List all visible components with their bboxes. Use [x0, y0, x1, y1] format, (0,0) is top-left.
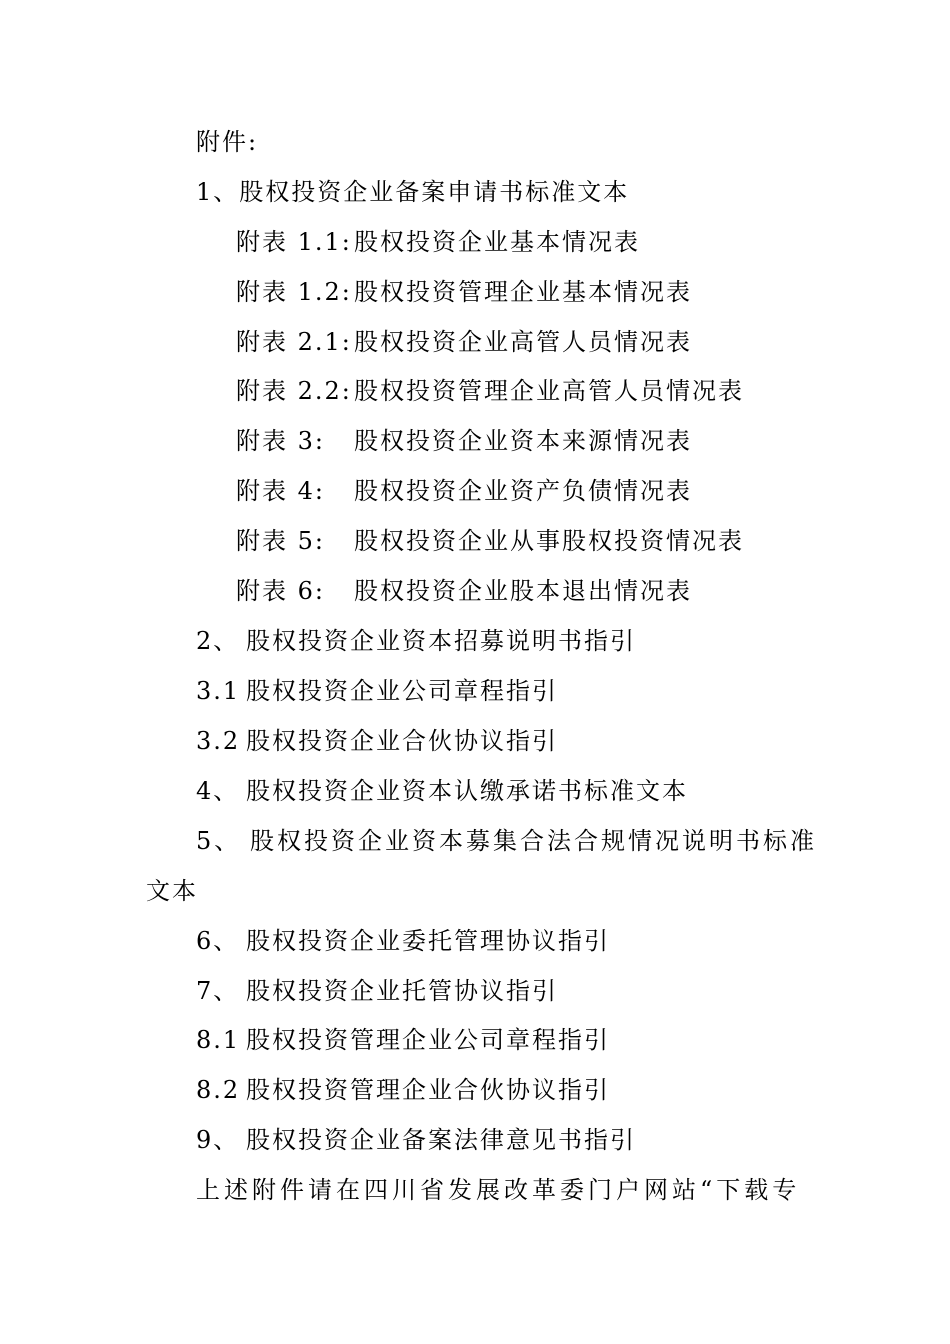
sub-item	[236, 227, 640, 257]
sub-item	[236, 327, 692, 357]
sub-item	[236, 277, 692, 307]
item-number: 9、	[196, 1126, 240, 1154]
sub-item-label: 附表 1.1:	[236, 228, 352, 256]
closing-paragraph: 上述附件请在四川省发展改革委门户网站“下载专	[196, 1176, 801, 1204]
list-item	[196, 826, 817, 856]
item-number: 2、	[196, 627, 240, 655]
item-text: 股权投资企业资本招募说明书指引	[246, 627, 636, 655]
sub-item-text: 股权投资企业资产负债情况表	[354, 477, 692, 505]
sub-item-label: 附表 1.2:	[236, 278, 352, 306]
sub-item	[236, 526, 744, 556]
item-text: 股权投资企业托管协议指引	[246, 977, 558, 1005]
item-number: 8.1	[196, 1026, 241, 1054]
item-text: 股权投资企业资本认缴承诺书标准文本	[246, 777, 688, 805]
item-continuation: 文本	[146, 877, 198, 905]
list-item	[196, 776, 688, 806]
sub-item	[236, 576, 692, 606]
list-item	[196, 976, 558, 1006]
list-item	[196, 1025, 610, 1055]
sub-item-text: 股权投资管理企业高管人员情况表	[354, 377, 744, 405]
item-number: 5、	[196, 827, 242, 855]
sub-item	[236, 476, 692, 506]
sub-item-text: 股权投资企业从事股权投资情况表	[354, 527, 744, 555]
item-text: 股权投资企业备案法律意见书指引	[246, 1126, 636, 1154]
list-item	[196, 726, 558, 756]
item-1: 1、股权投资企业备案申请书标准文本	[196, 178, 630, 206]
list-item	[196, 1075, 610, 1105]
item-number: 3.1	[196, 677, 241, 705]
item-number: 7、	[196, 977, 240, 1005]
item-text: 股权投资管理企业公司章程指引	[246, 1026, 610, 1054]
sub-item	[236, 426, 692, 456]
item-number: 8.2	[196, 1076, 241, 1104]
sub-item-text: 股权投资企业资本来源情况表	[354, 427, 692, 455]
sub-item-text: 股权投资企业基本情况表	[354, 228, 640, 256]
sub-item-label: 附表 4:	[236, 477, 325, 505]
sub-item-label: 附表 2.2:	[236, 377, 352, 405]
item-number: 6、	[196, 927, 240, 955]
sub-item-text: 股权投资管理企业基本情况表	[354, 278, 692, 306]
item-text: 股权投资企业合伙协议指引	[246, 727, 558, 755]
list-item	[196, 676, 558, 706]
item-text: 股权投资企业公司章程指引	[246, 677, 558, 705]
sub-item-text: 股权投资企业高管人员情况表	[354, 328, 692, 356]
list-item	[196, 626, 636, 656]
sub-item-label: 附表 2.1:	[236, 328, 352, 356]
item-text: 股权投资企业资本募集合法合规情况说明书标准	[250, 827, 817, 855]
list-item	[196, 926, 610, 956]
attachments-heading: 附件:	[196, 128, 259, 156]
item-number: 4、	[196, 777, 240, 805]
item-text: 股权投资企业委托管理协议指引	[246, 927, 610, 955]
sub-item-label: 附表 6:	[236, 577, 325, 605]
sub-item-label: 附表 3:	[236, 427, 325, 455]
sub-item-label: 附表 5:	[236, 527, 325, 555]
list-item	[196, 1125, 636, 1155]
item-text: 股权投资管理企业合伙协议指引	[246, 1076, 610, 1104]
item-number: 3.2	[196, 727, 241, 755]
sub-item	[236, 376, 744, 406]
sub-item-text: 股权投资企业股本退出情况表	[354, 577, 692, 605]
